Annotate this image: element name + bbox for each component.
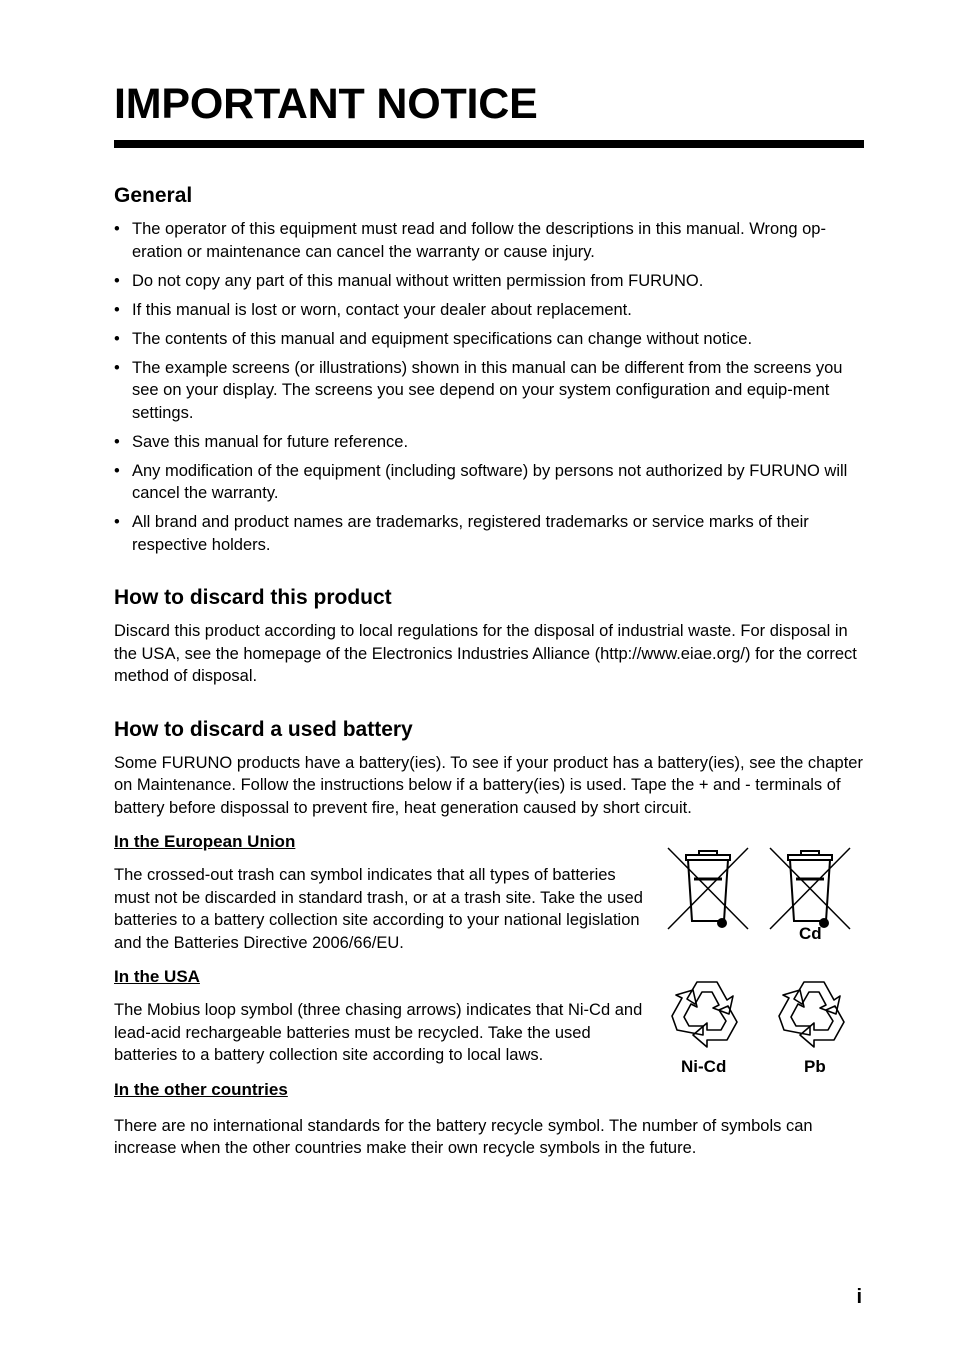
list-item: • The example screens (or illustrations) shown in this manual can be different from the screens you see on your display. The screens you see depend on your system configuration and equip-ment settings.: [114, 357, 864, 425]
discard-battery-heading: How to discard a used battery: [114, 717, 413, 741]
discard-product-text: Discard this product according to local regulations for the disposal of industrial waste. For disposal in the USA, see the homepage of the Electronics Industries Alliance (http://www.eiae.org/) for the correct method of disposal.: [114, 622, 857, 685]
title-rule: [114, 140, 864, 148]
general-heading: General: [114, 184, 193, 207]
list-item: • The contents of this manual and equipment specifications can change without notice.: [114, 328, 864, 351]
discard-product-section: [114, 586, 864, 688]
usa-text: The Mobius loop symbol (three chasing arrows) indicates that Ni-Cd and lead-acid rechargeable batteries must be recycled. Take the used batteries to a battery collection site according to local laws.: [114, 1001, 643, 1064]
list-item: • Save this manual for future reference.: [114, 431, 864, 454]
other-heading: In the other countries: [114, 1079, 288, 1099]
battery-symbols: [660, 843, 860, 1093]
eu-heading: In the European Union: [114, 832, 296, 851]
list-item: • Do not copy any part of this manual without written permission from FURUNO.: [114, 270, 864, 293]
discard-battery-text: Some FURUNO products have a battery(ies). To see if your product has a battery(ies), see the chapter on Maintenance. Follow the instructions below if a battery(ies) is used. Tape the + and - terminals of battery before dispossal to prevent fire, heat generation caused by short circuit.: [114, 753, 863, 817]
page-title: IMPORTANT NOTICE: [114, 80, 538, 128]
discard-product-heading: How to discard this product: [114, 586, 392, 609]
eu-text: The crossed-out trash can symbol indicates that all types of batteries must not be discarded in standard trash, or at a trash site. Take the used batteries to a battery collection site according to your national legislation and the Batteries Directive 2006/66/EU.: [114, 866, 643, 952]
crossed-bin-cd-icon: [770, 848, 850, 929]
list-item: • If this manual is lost or worn, contact your dealer about replacement.: [114, 299, 864, 322]
page-number: i: [856, 1286, 862, 1308]
list-item: • Any modification of the equipment (including software) by persons not authorized by FURUNO will cancel the warranty.: [114, 460, 864, 505]
cd-label: Cd: [799, 924, 822, 943]
usa-heading: In the USA: [114, 967, 200, 986]
recycle-pb-icon: [779, 982, 844, 1047]
crossed-bin-icon: [668, 848, 748, 929]
recycle-nicd-icon: [672, 982, 737, 1047]
general-list: [114, 218, 864, 556]
pb-label: Pb: [804, 1057, 826, 1076]
list-item: • The operator of this equipment must read and follow the descriptions in this manual. Wrong op-eration or maintenance can cancel the warranty or cause injury.: [114, 218, 864, 263]
general-section: [114, 184, 864, 556]
nicd-label: Ni-Cd: [681, 1057, 727, 1076]
list-item: • All brand and product names are trademarks, registered trademarks or service marks of their respective holders.: [114, 511, 864, 556]
other-text: There are no international standards for the battery recycle symbol. The number of symbols can increase when the other countries make their own recycle symbols in the future.: [114, 1116, 813, 1157]
